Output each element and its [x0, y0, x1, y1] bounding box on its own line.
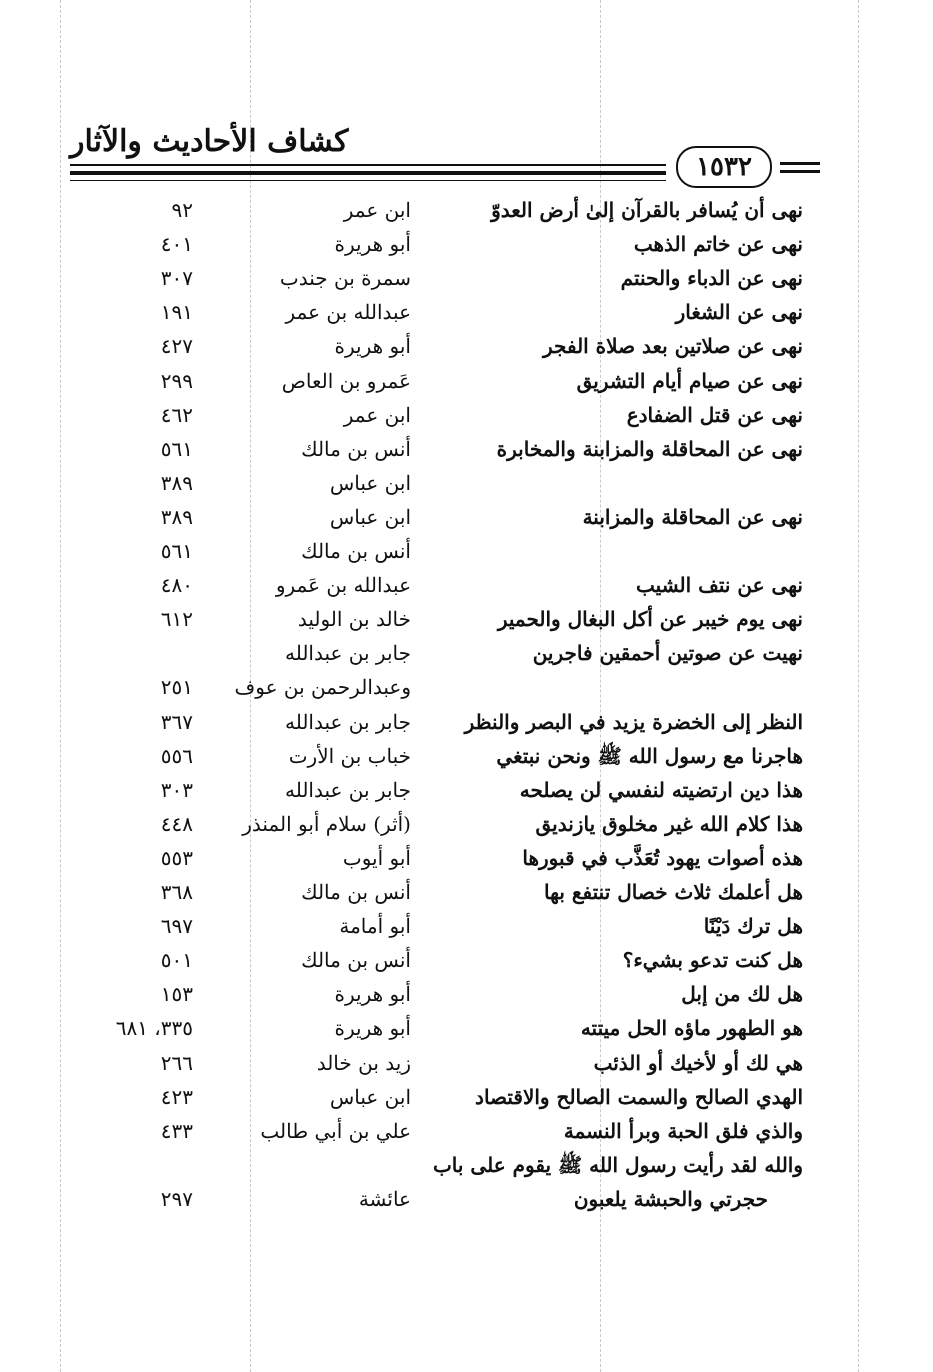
hadith-text: هل كنت تدعو بشيء؟ — [622, 948, 803, 973]
hadith-text: نهى عن المحاقلة والمزابنة — [582, 504, 803, 529]
hadith-text: نهى يوم خيبر عن أكل البغال والحمير — [497, 607, 803, 632]
narrator-name: وعبدالرحمن بن عوف — [234, 675, 411, 700]
page-reference: ٥٦١ — [160, 436, 193, 461]
page-reference: ١٩١ — [160, 300, 193, 325]
narrator-name: جابر بن عبدالله — [284, 777, 411, 802]
hadith-text: النظر إلى الخضرة يزيد في البصر والنظر — [464, 709, 803, 734]
hadith-text: نهيت عن صوتين أحمقين فاجرين — [532, 641, 803, 666]
index-row — [0, 466, 933, 500]
narrator-name: جابر بن عبدالله — [284, 709, 411, 734]
index-row — [0, 1182, 933, 1216]
hadith-text: نهى عن قتل الضفادع — [626, 402, 803, 427]
narrator-name: (أثر) سلام أبو المنذر — [242, 811, 411, 836]
page-reference: ١٥٣ — [160, 982, 193, 1007]
header-rule — [780, 170, 820, 173]
index-row — [0, 739, 933, 773]
page-reference: ٦٩٧ — [160, 914, 193, 939]
hadith-text: هي لك أو لأخيك أو الذئب — [593, 1050, 803, 1075]
page-reference: ٦١٢ — [160, 607, 193, 632]
index-row — [0, 227, 933, 261]
narrator-name: أنس بن مالك — [301, 948, 411, 973]
narrator-name: ابن عباس — [329, 1084, 411, 1109]
hadith-text: هل أعلمك ثلاث خصال تنتفع بها — [544, 880, 803, 904]
page-reference: ٣٨٩ — [160, 470, 193, 495]
narrator-name: عبدالله بن عَمرو — [275, 573, 411, 598]
narrator-name: ابن عمر — [343, 198, 411, 222]
page-reference: ٤٤٨ — [160, 811, 193, 836]
index-row — [0, 1080, 933, 1114]
index-row — [0, 841, 933, 875]
hadith-text: هذه أصوات يهود تُعَذَّب في قبورها — [522, 845, 803, 870]
page-reference: ٣٨٩ — [160, 504, 193, 529]
hadith-text: هاجرنا مع رسول الله ﷺ ونحن نبتغي — [496, 743, 803, 768]
page-reference: ٥٥٦ — [160, 743, 193, 768]
narrator-name: جابر بن عبدالله — [284, 641, 411, 666]
narrator-name: سمرة بن جندب — [279, 266, 411, 291]
narrator-name: زيد بن خالد — [316, 1050, 411, 1075]
hadith-text: هل لك من إبل — [681, 982, 803, 1007]
index-row — [0, 364, 933, 398]
narrator-name: عبدالله بن عمر — [285, 300, 411, 325]
hadith-text: نهى عن خاتم الذهب — [633, 232, 803, 257]
index-row — [0, 500, 933, 534]
index-row — [0, 432, 933, 466]
hadith-text: نهى عن صلاتين بعد صلاة الفجر — [543, 334, 803, 359]
page-reference: ٥٥٣ — [160, 845, 193, 870]
hadith-text: هذا دين ارتضيته لنفسي لن يصلحه — [519, 777, 803, 802]
narrator-name: ابن عباس — [329, 470, 411, 495]
hadith-text: نهى عن نتف الشيب — [636, 573, 803, 598]
index-row — [0, 1046, 933, 1080]
index-row — [0, 875, 933, 909]
hadith-text: هذا كلام الله غير مخلوق يازنديق — [535, 811, 803, 836]
narrator-name: ابن عمر — [343, 402, 411, 427]
narrator-name: أبو هريرة — [334, 982, 411, 1007]
narrator-name: أبو أمامة — [339, 914, 411, 939]
page-reference: ٤٣٣ — [160, 1118, 193, 1143]
hadith-text: نهى عن صيام أيام التشريق — [576, 368, 803, 393]
page-reference: ٢٩٧ — [160, 1186, 193, 1211]
index-row — [0, 602, 933, 636]
page-reference: ٣٠٣ — [160, 777, 193, 802]
index-row — [0, 977, 933, 1011]
page-reference: ٥٠١ — [160, 948, 193, 973]
narrator-name: أنس بن مالك — [301, 436, 411, 461]
index-row — [0, 329, 933, 363]
header-rule — [780, 162, 820, 165]
page-header — [0, 120, 933, 190]
narrator-name: أبو هريرة — [334, 232, 411, 257]
index-row — [0, 1114, 933, 1148]
index-row — [0, 773, 933, 807]
narrator-name: ابن عباس — [329, 504, 411, 529]
narrator-name: علي بن أبي طالب — [260, 1118, 411, 1143]
index-row — [0, 568, 933, 602]
page-title: كشاف الأحاديث والآثار — [70, 124, 349, 159]
hadith-text: الهدي الصالح والسمت الصالح والاقتصاد — [475, 1084, 803, 1109]
page-reference: ٤٦٢ — [160, 402, 193, 427]
header-rule — [70, 180, 666, 181]
hadith-text: حجرتي والحبشة يلعبون — [573, 1186, 768, 1211]
index-row — [0, 807, 933, 841]
narrator-name: أنس بن مالك — [301, 880, 411, 904]
page-reference: ٣٦٧ — [160, 709, 193, 734]
index-row — [0, 534, 933, 568]
index-row — [0, 909, 933, 943]
page-reference: ٤٨٠ — [160, 573, 193, 598]
hadith-text: نهى عن الدباء والحنتم — [620, 266, 803, 291]
page-reference: ٩٢ — [171, 198, 193, 222]
narrator-name: خالد بن الوليد — [297, 607, 411, 632]
hadith-text: والله لقد رأيت رسول الله ﷺ يقوم على باب — [432, 1152, 803, 1177]
page-number: ١٥٣٢ — [676, 146, 772, 188]
index-row — [0, 1011, 933, 1045]
page-reference: ٤٢٧ — [160, 334, 193, 359]
narrator-name: أبو أيوب — [342, 845, 411, 870]
narrator-name: أنس بن مالك — [301, 539, 411, 563]
page-reference: ٤٢٣ — [160, 1084, 193, 1109]
narrator-name: خباب بن الأرت — [288, 743, 411, 768]
page-reference: ٣٠٧ — [160, 266, 193, 291]
narrator-name: أبو هريرة — [334, 334, 411, 359]
header-rule — [70, 164, 666, 166]
index-row — [0, 398, 933, 432]
narrator-name: عَمرو بن العاص — [281, 368, 411, 393]
narrator-name: أبو هريرة — [334, 1016, 411, 1041]
narrator-name: عائشة — [358, 1186, 411, 1211]
page-reference: ٣٣٥، ٦٨١ — [115, 1016, 193, 1041]
hadith-text: نهى عن المحاقلة والمزابنة والمخابرة — [496, 436, 803, 461]
index-row — [0, 193, 933, 227]
index-row — [0, 636, 933, 670]
index-row — [0, 295, 933, 329]
index-row — [0, 670, 933, 704]
page-reference: ٣٦٨ — [160, 880, 193, 904]
index-row — [0, 261, 933, 295]
hadith-text: هو الطهور ماؤه الحل ميتته — [580, 1016, 803, 1041]
hadith-text: والذي فلق الحبة وبرأ النسمة — [563, 1118, 803, 1143]
hadith-text: نهى أن يُسافر بالقرآن إلىٰ أرض العدوّ — [491, 198, 803, 222]
page-reference: ٢٥١ — [160, 675, 193, 700]
index-row — [0, 943, 933, 977]
hadith-text: نهى عن الشغار — [675, 300, 803, 325]
page-reference: ٢٦٦ — [160, 1050, 193, 1075]
page-reference: ٥٦١ — [160, 539, 193, 563]
hadith-text: هل ترك دَيْنًا — [703, 914, 803, 939]
index-row — [0, 705, 933, 739]
index-row — [0, 1148, 933, 1182]
page-reference: ٤٠١ — [160, 232, 193, 257]
page-reference: ٢٩٩ — [160, 368, 193, 393]
header-rule — [70, 171, 666, 175]
